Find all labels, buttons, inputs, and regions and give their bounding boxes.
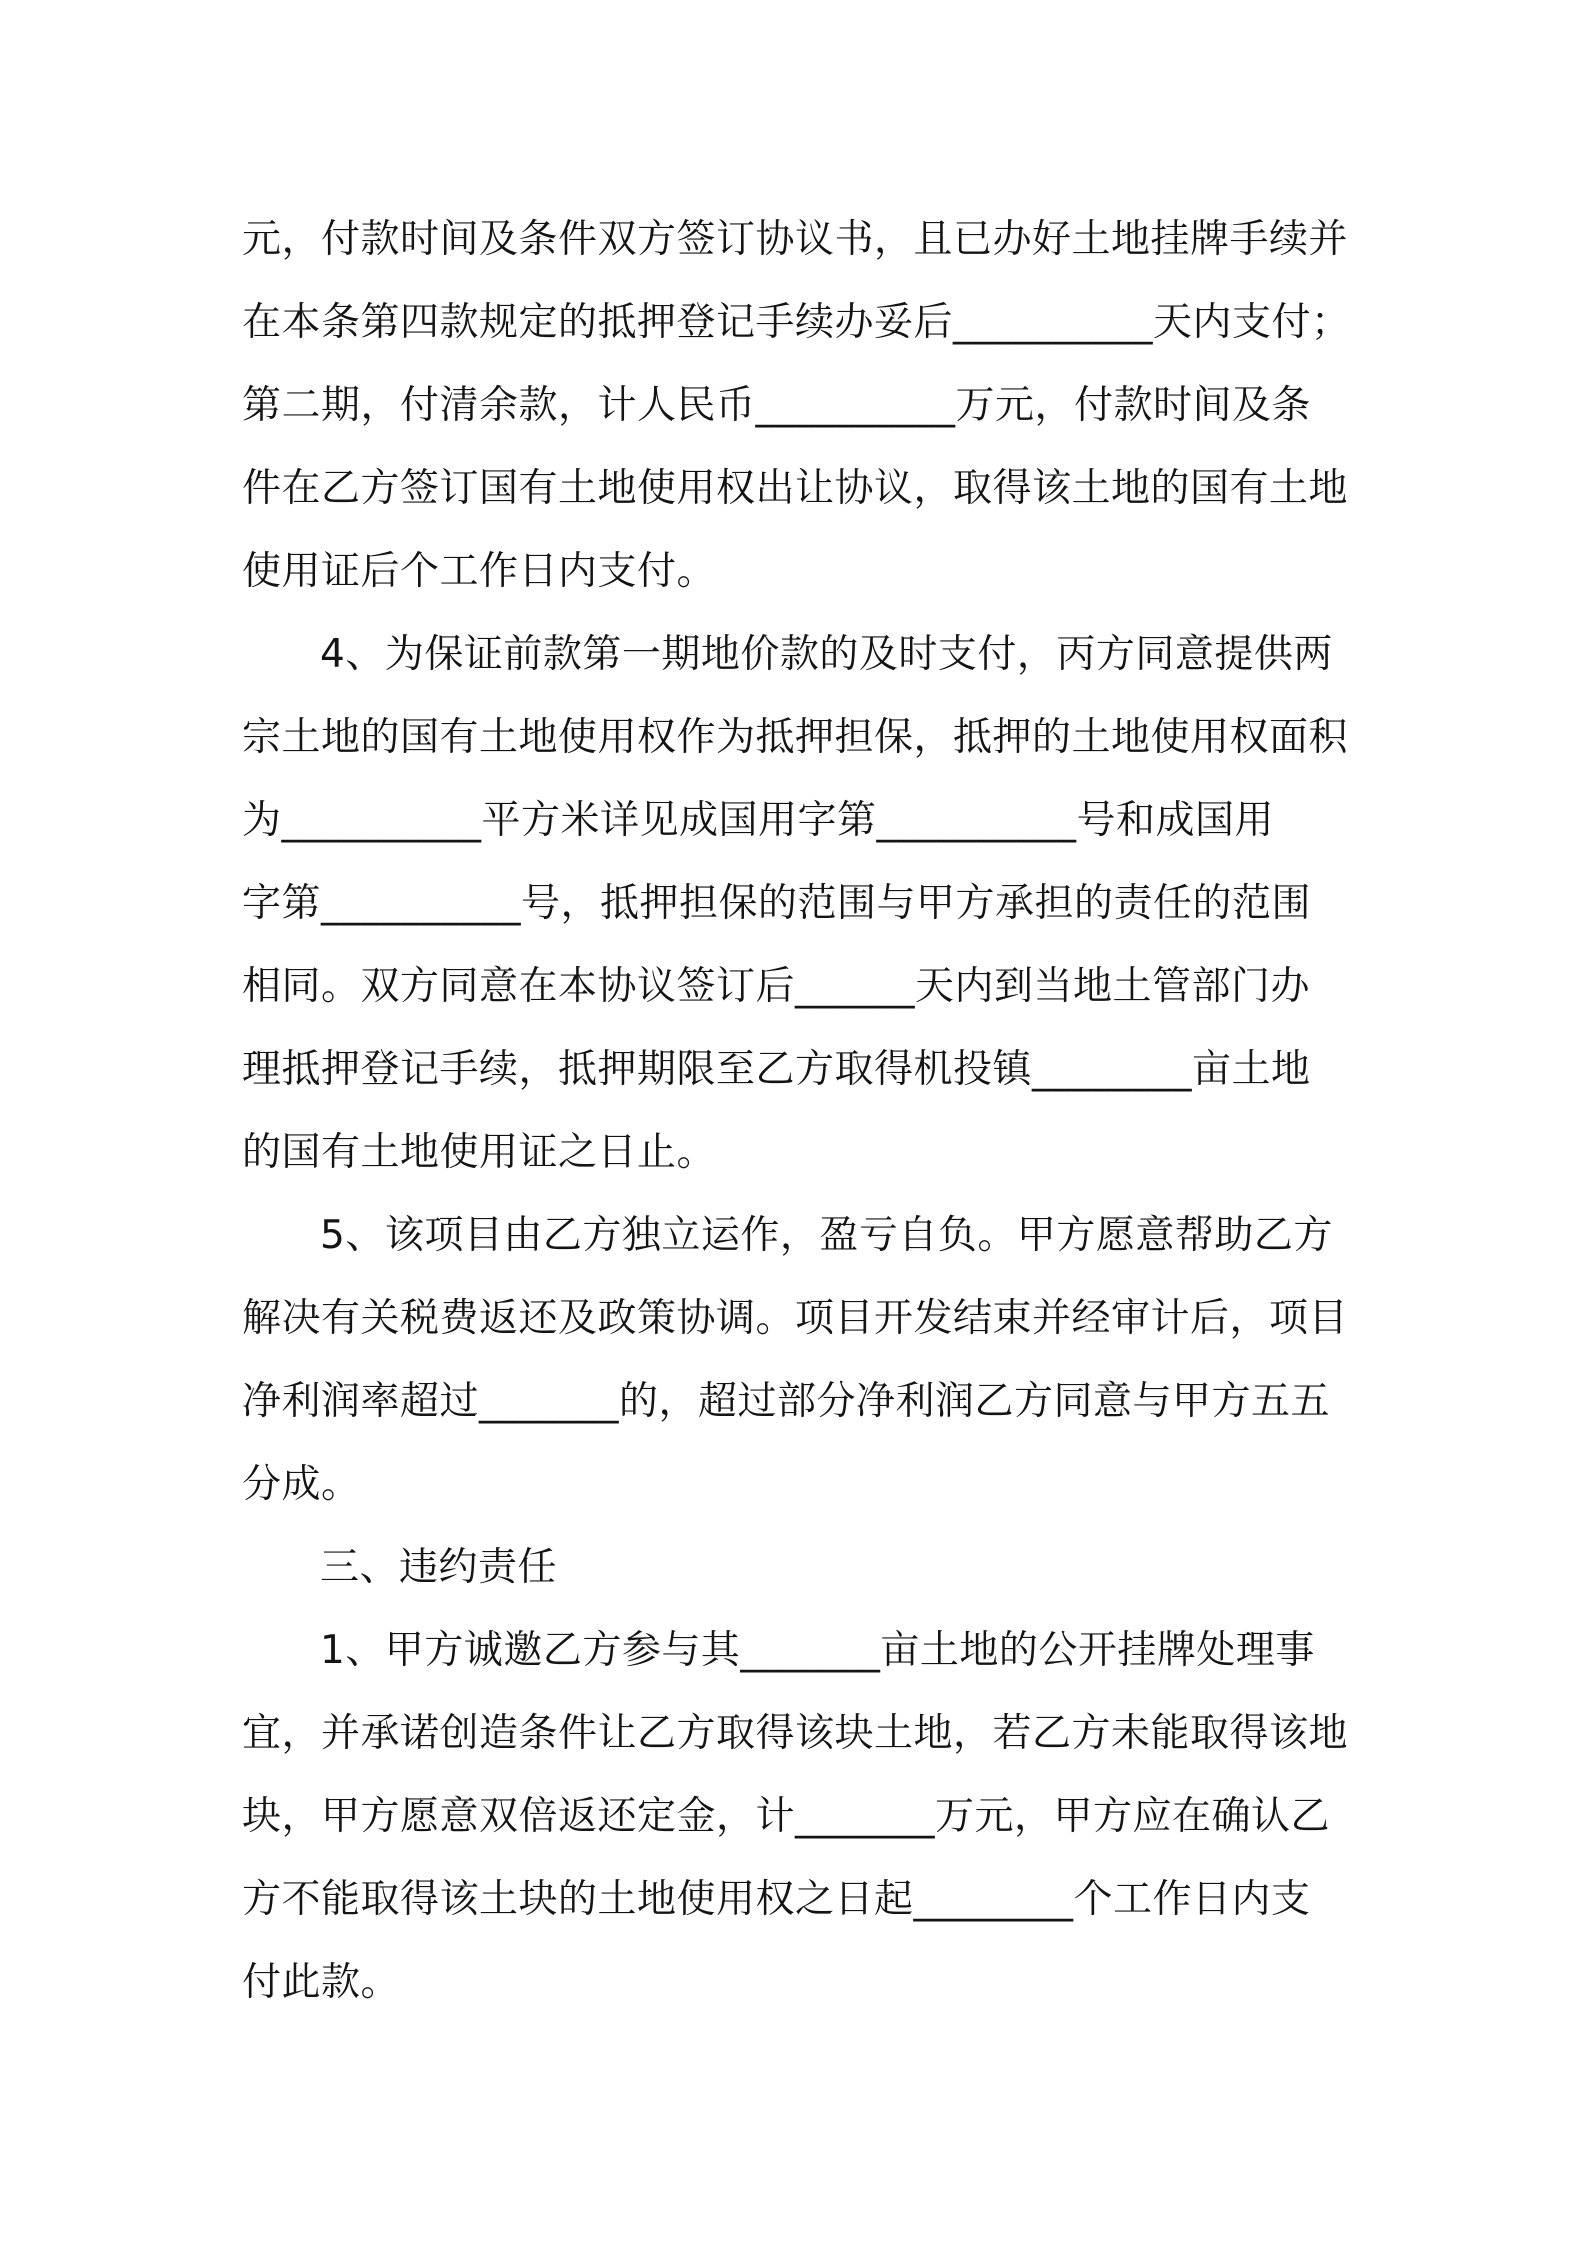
text-line: 理抵押登记手续，抵押期限至乙方取得机投镇________亩土地	[242, 1047, 1311, 1092]
text-line: 解决有关税费返还及政策协调。项目开发结束并经审计后，项目	[242, 1296, 1349, 1341]
text-line: 方不能取得该土块的土地使用权之日起________个工作日内支	[242, 1877, 1311, 1922]
text-line: 字第__________号，抵押担保的范围与甲方承担的责任的范围	[242, 881, 1312, 926]
text-line: 付此款。	[242, 1960, 401, 2005]
text-line: 元，付款时间及条件双方签订协议书，且已办好土地挂牌手续并	[242, 217, 1349, 262]
text-line: 件在乙方签订国有土地使用权出让协议，取得该土地的国有土地	[242, 466, 1349, 511]
text-line: 相同。双方同意在本协议签订后______天内到当地土管部门办	[242, 964, 1311, 1009]
text-line: 宗土地的国有土地使用权作为抵押担保，抵押的土地使用权面积	[242, 715, 1349, 760]
document-page	[242, 198, 1362, 2024]
text-line: 分成。	[242, 1462, 361, 1507]
text-line: 第二期，付清余款，计人民币__________万元，付款时间及条	[242, 383, 1312, 428]
text-line: 净利润率超过_______的，超过部分净利润乙方同意与甲方五五	[242, 1379, 1331, 1424]
text-line: 使用证后个工作日内支付。	[242, 549, 717, 594]
text-line: 为__________平方米详见成国用字第__________号和成国用	[242, 798, 1275, 843]
text-line: 在本条第四款规定的抵押登记手续办妥后__________天内支付；	[242, 300, 1351, 345]
text-line: 的国有土地使用证之日止。	[242, 1130, 717, 1175]
paragraph-start-line: 1、甲方诚邀乙方参与其_______亩土地的公开挂牌处理事	[320, 1628, 1315, 1673]
paragraph-start-line: 4、为保证前款第一期地价款的及时支付，丙方同意提供两	[320, 632, 1333, 677]
text-line: 宜，并承诺创造条件让乙方取得该块土地，若乙方未能取得该地	[242, 1711, 1349, 1756]
section-heading: 三、违约责任	[320, 1545, 558, 1590]
paragraph-start-line: 5、该项目由乙方独立运作，盈亏自负。甲方愿意帮助乙方	[320, 1213, 1333, 1258]
text-line: 块，甲方愿意双倍返还定金，计_______万元，甲方应在确认乙	[242, 1794, 1331, 1839]
